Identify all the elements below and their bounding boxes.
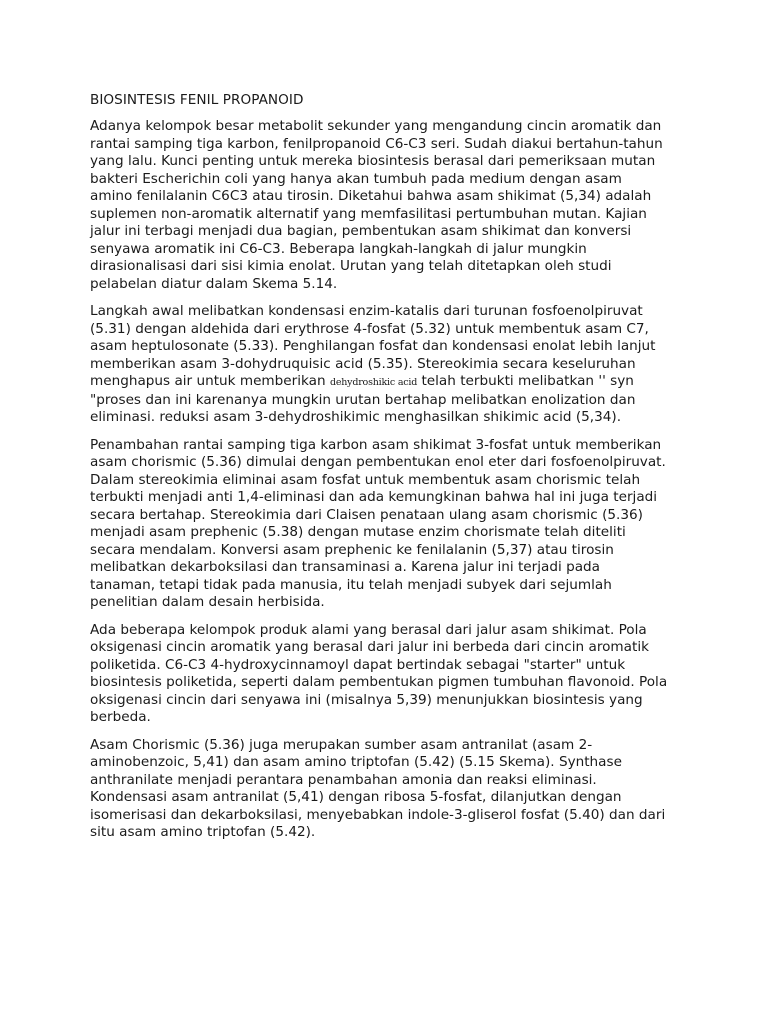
text-line: isomerisasi dan dekarboksilasi, menyebabkan indole-3-gliserol fosfat (5.40) dan dari bbox=[90, 806, 666, 823]
text-line: pelabelan diatur dalam Skema 5.14. bbox=[90, 275, 338, 292]
paragraph-2 bbox=[90, 303, 710, 427]
text-line: bakteri Escherichin coli yang hanya akan tumbuh pada medium dengan asam bbox=[90, 170, 622, 187]
inline-small-text: dehydroshikic acid bbox=[329, 377, 418, 388]
text-line: Langkah awal melibatkan kondensasi enzim-katalis dari turunan fosfoenolpiruvat bbox=[90, 303, 643, 319]
text-line: dirasionalisasi dari sisi kimia enolat. Urutan yang telah ditetapkan oleh studi bbox=[90, 258, 612, 274]
text-line: tanaman, tetapi tidak pada manusia, itu telah menjadi subyek dari sejumlah bbox=[90, 576, 612, 593]
text-line: oksigenasi cincin dari senyawa ini (misalnya 5,39) menunjukkan biosintesis yang bbox=[90, 691, 643, 708]
paragraph-5 bbox=[90, 737, 710, 842]
text-segment: telah terbukti melibatkan '' syn bbox=[417, 373, 634, 389]
text-line: melibatkan dekarboksilasi dan transaminasi a. Karena jalur ini terjadi pada bbox=[90, 559, 601, 575]
text-line: rantai samping tiga karbon, fenilpropanoid C6-C3 seri. Sudah diakui bertahun-tahun bbox=[90, 135, 663, 152]
text-line: Dalam stereokimia eliminai asam fosfat untuk membentuk asam chorismic telah bbox=[90, 471, 641, 488]
text-line: berbeda. bbox=[90, 709, 151, 725]
text-line: poliketida. C6-C3 4-hydroxycinnamoyl dapat bertindak sebagai "starter" untuk bbox=[90, 656, 626, 673]
text-line: Asam Chorismic (5.36) juga merupakan sumber asam antranilat (asam 2- bbox=[90, 736, 593, 753]
paragraph-3 bbox=[90, 437, 710, 612]
text-line: Ada beberapa kelompok produk alami yang berasal dari jalur asam shikimat. Pola bbox=[90, 621, 647, 638]
text-line-mixed bbox=[90, 373, 710, 392]
text-line: amino fenilalanin C6C3 atau tirosin. Diketahui bahwa asam shikimat (5,34) adalah bbox=[90, 188, 652, 204]
text-line: "proses dan ini karenanya mungkin urutan bertahap melibatkan enolization dan bbox=[90, 391, 636, 408]
document-page bbox=[90, 91, 710, 852]
text-line: oksigenasi cincin aromatik yang berasal dari jalur ini berbeda dari cincin aromatik bbox=[90, 639, 649, 655]
text-line: eliminasi. reduksi asam 3-dehydroshikimic menghasilkan shikimic acid (5,34). bbox=[90, 409, 622, 425]
text-line: biosintesis poliketida, seperti dalam pembentukan pigmen tumbuhan flavonoid. Pola bbox=[90, 674, 668, 690]
text-line: suplemen non-aromatik alternatif yang memfasilitasi pertumbuhan mutan. Kajian bbox=[90, 205, 647, 222]
text-line: penelitian dalam desain herbisida. bbox=[90, 594, 325, 610]
text-line: secara mendalam. Konversi asam prephenic ke fenilalanin (5,37) atau tirosin bbox=[90, 541, 614, 558]
document-title: BIOSINTESIS FENIL PROPANOID bbox=[90, 92, 304, 108]
text-line: anthranilate menjadi perantara penambahan amonia dan reaksi eliminasi. bbox=[90, 771, 597, 788]
paragraph-4 bbox=[90, 622, 710, 727]
paragraph-1 bbox=[90, 118, 710, 293]
text-line: terbukti menjadi anti 1,4-eliminasi dan ada kemungkinan bahwa hal ini juga terjadi bbox=[90, 489, 658, 505]
text-line: Adanya kelompok besar metabolit sekunder yang mengandung cincin aromatik dan bbox=[90, 118, 662, 134]
text-line: menjadi asam prephenic (5.38) dengan mutase enzim chorismate telah diteliti bbox=[90, 524, 626, 540]
text-line: Penambahan rantai samping tiga karbon asam shikimat 3-fosfat untuk memberikan bbox=[90, 436, 662, 453]
text-segment: menghapus air untuk memberikan bbox=[90, 373, 330, 389]
text-line: senyawa aromatik ini C6-C3. Beberapa langkah-langkah di jalur mungkin bbox=[90, 240, 587, 257]
text-line: asam chorismic (5.36) dimulai dengan pembentukan enol eter dari fosfoenolpiruvat. bbox=[90, 454, 666, 470]
text-line: jalur ini terbagi menjadi dua bagian, pembentukan asam shikimat dan konversi bbox=[90, 223, 632, 239]
text-line: yang lalu. Kunci penting untuk mereka biosintesis berasal dari pemeriksaan mutan bbox=[90, 153, 656, 169]
text-line: memberikan asam 3-dohydruquisic acid (5.35). Stereokimia secara keseluruhan bbox=[90, 355, 636, 372]
text-line: secara bertahap. Stereokimia dari Claisen penataan ulang asam chorismic (5.36) bbox=[90, 506, 643, 523]
text-line: situ asam amino triptofan (5.42). bbox=[90, 824, 316, 840]
text-line: (5.31) dengan aldehida dari erythrose 4-fosfat (5.32) untuk membentuk asam C7, bbox=[90, 320, 649, 337]
text-line: aminobenzoic, 5,41) dan asam amino triptofan (5.42) (5.15 Skema). Synthase bbox=[90, 754, 622, 770]
text-line: Kondensasi asam antranilat (5,41) dengan ribosa 5-fosfat, dilanjutkan dengan bbox=[90, 789, 622, 805]
text-line: asam heptulosonate (5.33). Penghilangan fosfat dan kondensasi enolat lebih lanjut bbox=[90, 338, 656, 354]
